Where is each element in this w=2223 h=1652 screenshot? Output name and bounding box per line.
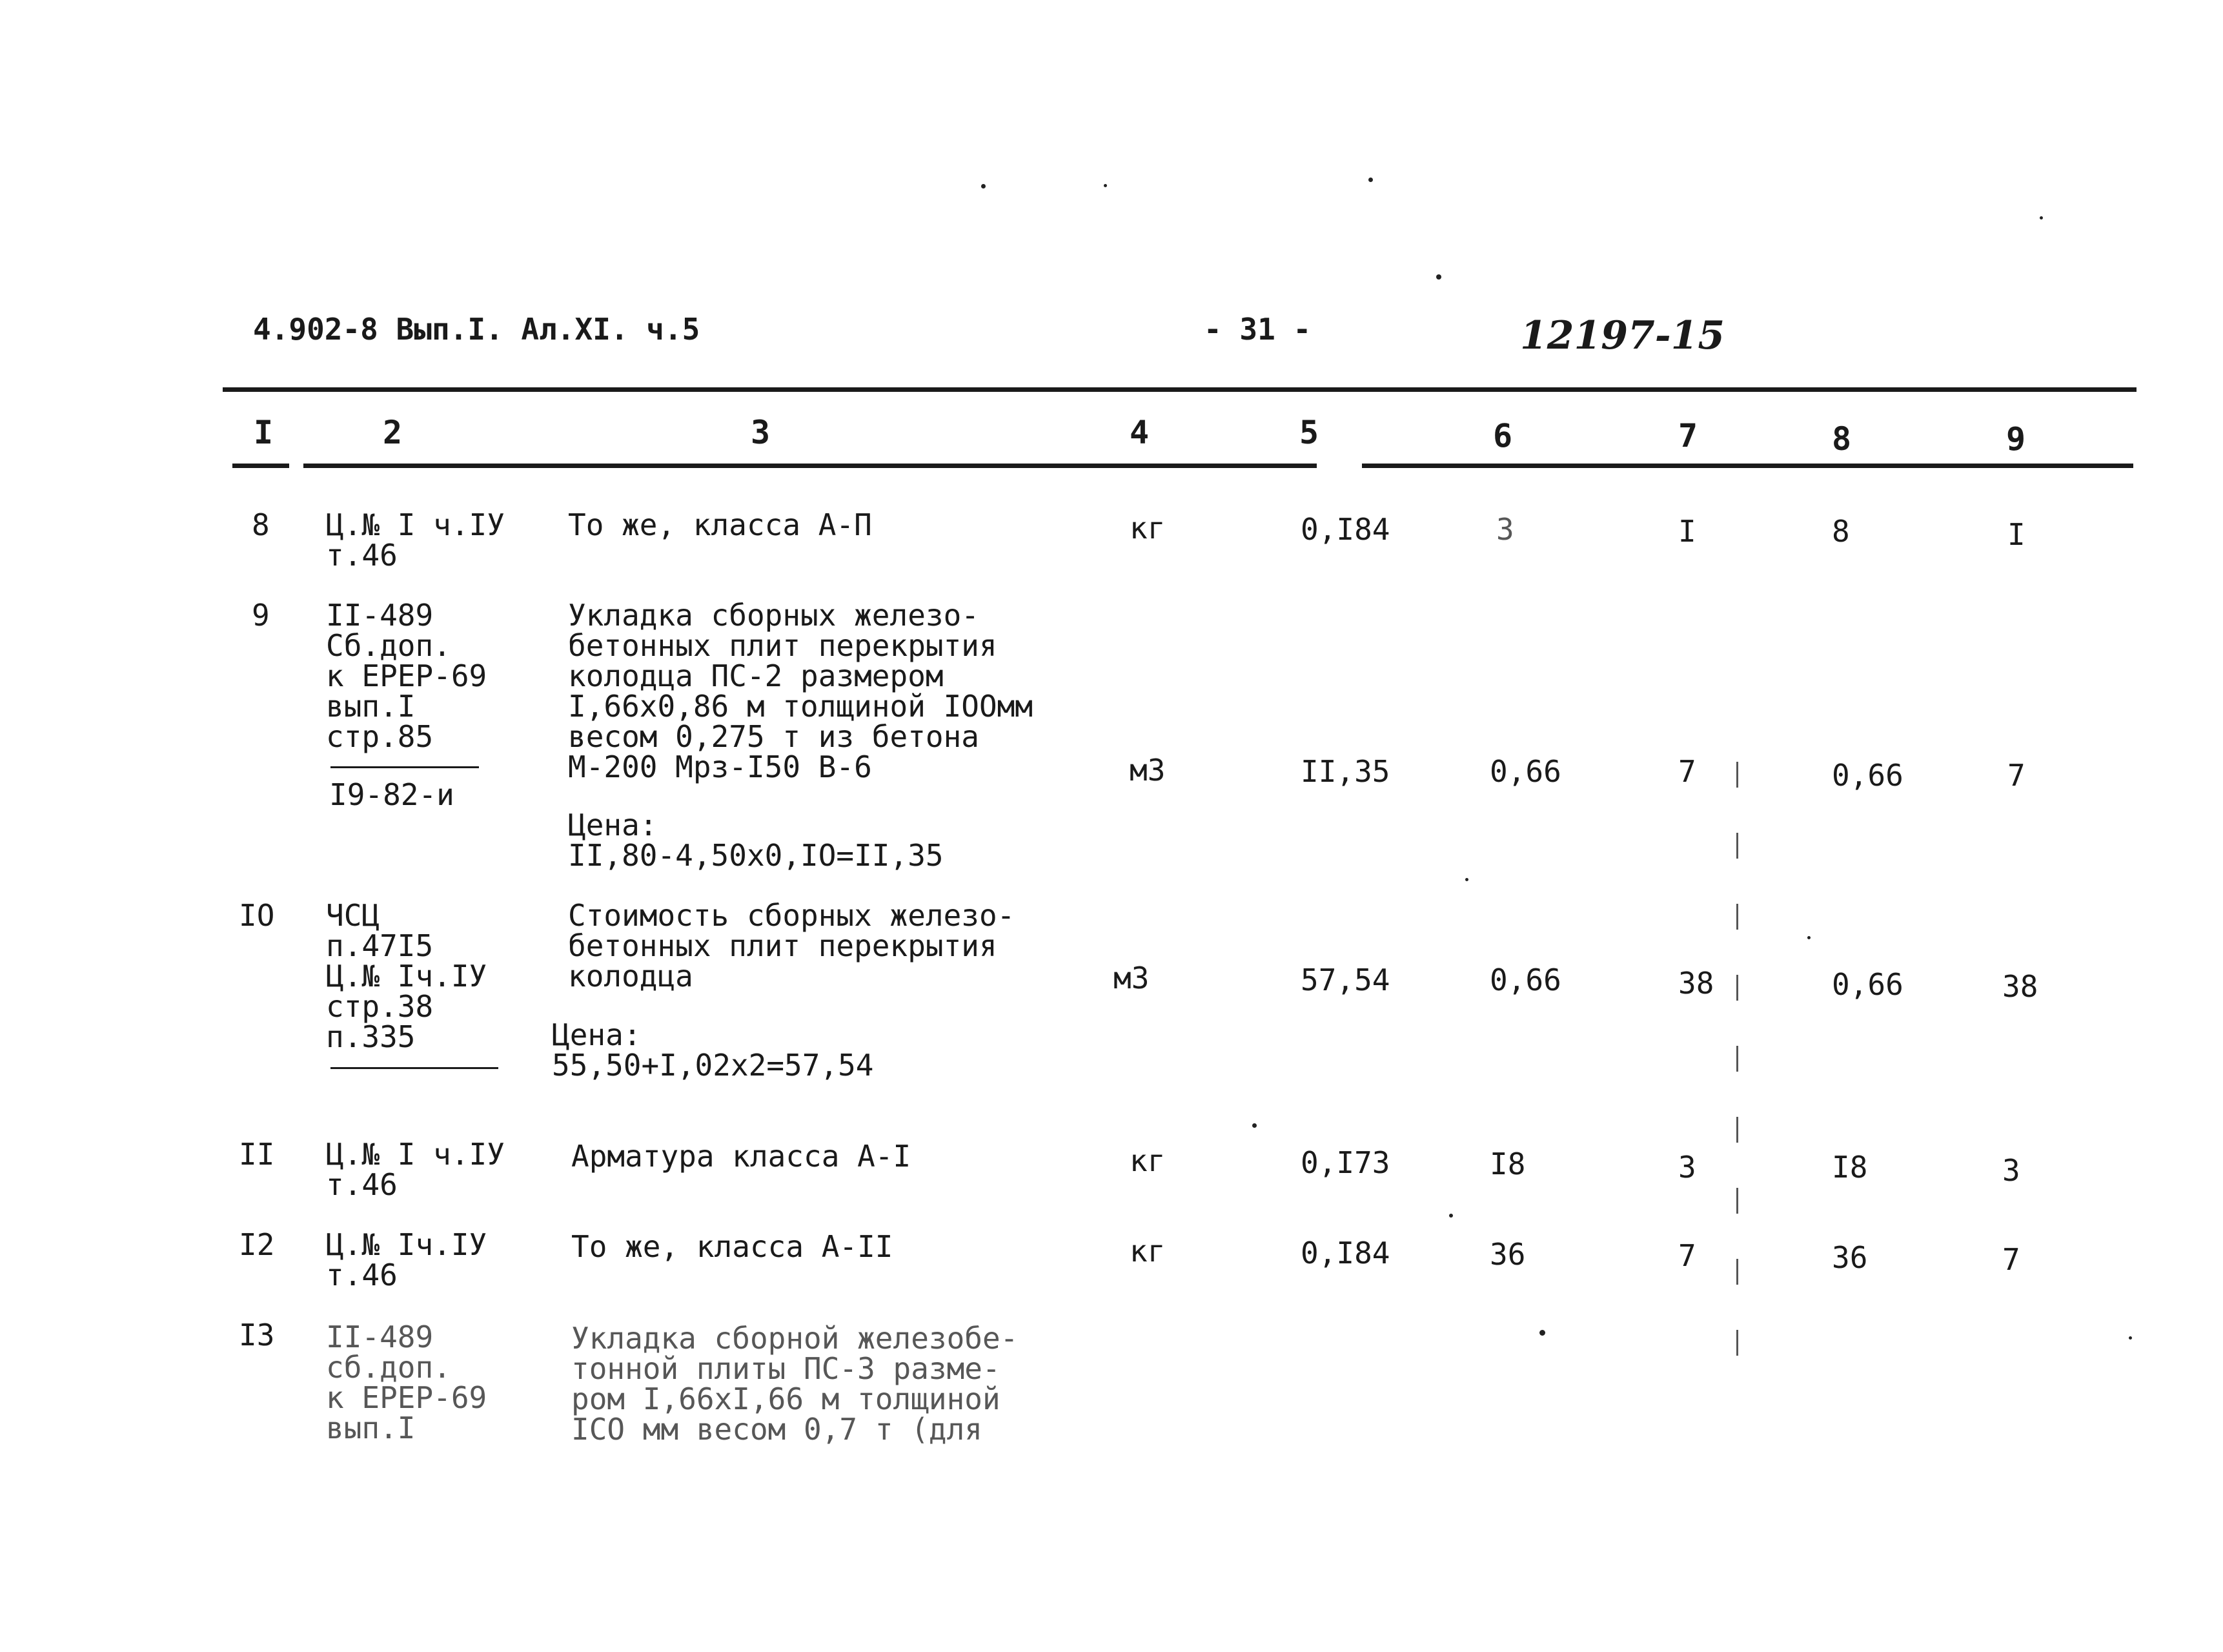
column-number-9: 9 xyxy=(2006,420,2026,458)
column-7-value: 7 xyxy=(1678,754,1696,789)
source-reference: II-489 Сб.доп. к ЕРЕР-69 вып.I стр.85 xyxy=(326,598,487,754)
column-number-2: 2 xyxy=(383,414,403,451)
unit: кг xyxy=(1130,1143,1166,1178)
row-number: 8 xyxy=(252,507,270,542)
unit: кг xyxy=(1130,1234,1166,1269)
scan-mark xyxy=(1736,762,1738,1356)
header-bottom-rule xyxy=(1362,464,2133,468)
column-6-value: 0,66 xyxy=(1490,754,1561,789)
source-divider xyxy=(330,1067,498,1069)
column-number-3: 3 xyxy=(751,414,771,451)
scan-speck xyxy=(981,184,986,189)
column-9-value: 38 xyxy=(2002,969,2038,1004)
page-number: - 31 - xyxy=(1204,312,1312,347)
work-description: Укладка сборных железо- бетонных плит перекрытия колодца ПС-2 размером I,66х0,86 м толщиной IOOмм весом 0,275 т из бетона М-200 Мрз-I50 В-6 xyxy=(568,598,1033,784)
column-6-value: 36 xyxy=(1490,1237,1526,1272)
document-reference: 4.902-8 Вып.I. Ал.XI. ч.5 xyxy=(253,312,700,347)
unit-price: 0,I73 xyxy=(1301,1145,1390,1180)
work-description: Укладка сборной железобе- тонной плиты ПС-3 разме- ром I,66хI,66 м толщиной ICO мм весом 0,7 т (для xyxy=(571,1321,1019,1447)
row-number: IO xyxy=(239,898,275,933)
scan-speck xyxy=(1104,184,1107,187)
column-8-value: 8 xyxy=(1832,514,1850,549)
column-number-6: 6 xyxy=(1493,417,1513,454)
source-reference: II-489 сб.доп. к ЕРЕР-69 вып.I xyxy=(326,1320,487,1445)
column-number-8: 8 xyxy=(1832,420,1852,458)
column-number-4: 4 xyxy=(1130,414,1150,451)
column-7-value: 38 xyxy=(1678,966,1714,1001)
column-number-1: I xyxy=(254,414,274,451)
column-number-5: 5 xyxy=(1299,414,1319,451)
column-8-value: 36 xyxy=(1832,1240,1868,1275)
scan-speck xyxy=(1436,274,1441,280)
scan-speck xyxy=(1807,936,1811,939)
scan-speck xyxy=(1539,1330,1545,1336)
row-number: 9 xyxy=(252,598,270,633)
header-bottom-rule xyxy=(232,464,289,468)
scan-speck xyxy=(1465,878,1468,881)
header-top-rule xyxy=(223,387,2137,392)
source-divider xyxy=(330,766,479,768)
work-description: Стоимость сборных железо- бетонных плит перекрытия колодца xyxy=(568,898,1015,994)
column-8-value: 0,66 xyxy=(1832,758,1903,793)
row-number: II xyxy=(239,1137,275,1172)
price-calculation: Цена: II,80-4,50х0,IO=II,35 xyxy=(568,808,944,873)
row-number: I3 xyxy=(239,1318,275,1352)
work-description: Арматура класса А-I xyxy=(571,1139,911,1174)
unit-price: 0,I84 xyxy=(1301,512,1390,547)
source-reference: Ц.№ I ч.IУ т.46 xyxy=(326,507,505,573)
unit: кг xyxy=(1130,511,1166,546)
column-7-value: 7 xyxy=(1678,1238,1696,1273)
source-reference: Ц.№ Iч.IУ т.46 xyxy=(326,1227,487,1292)
header-bottom-rule xyxy=(303,464,1317,468)
column-9-value: 7 xyxy=(2002,1242,2020,1277)
unit-price: 57,54 xyxy=(1301,963,1390,997)
column-9-value: 3 xyxy=(2002,1153,2020,1188)
source-reference-secondary: I9-82-и xyxy=(329,777,454,812)
scan-speck xyxy=(2129,1336,2132,1340)
column-8-value: 0,66 xyxy=(1832,967,1903,1002)
work-description: То же, класса А-II xyxy=(571,1229,893,1264)
column-7-value: 3 xyxy=(1678,1150,1696,1185)
unit-price: 0,I84 xyxy=(1301,1236,1390,1270)
source-reference: Ц.№ I ч.IУ т.46 xyxy=(326,1137,505,1202)
handwritten-code: 12197-15 xyxy=(1520,313,1725,358)
column-7-value: I xyxy=(1678,514,1696,549)
column-9-value: I xyxy=(2007,517,2025,552)
unit: м3 xyxy=(1130,753,1166,788)
column-6-value: 0,66 xyxy=(1490,963,1561,997)
scan-speck xyxy=(1368,178,1373,182)
scan-speck xyxy=(1252,1123,1257,1128)
scan-speck xyxy=(2040,216,2043,219)
row-number: I2 xyxy=(239,1227,275,1262)
unit-price: II,35 xyxy=(1301,754,1390,789)
scan-speck xyxy=(1449,1214,1453,1218)
column-number-7: 7 xyxy=(1678,417,1698,454)
column-6-value: I8 xyxy=(1490,1147,1526,1181)
column-6-value: 3 xyxy=(1496,512,1514,547)
price-calculation: Цена: 55,50+I,02х2=57,54 xyxy=(552,1017,874,1083)
column-9-value: 7 xyxy=(2007,758,2025,793)
work-description: То же, класса А-П xyxy=(568,507,872,542)
source-reference: ЧСЦ п.47I5 Ц.№ Iч.IУ стр.38 п.335 xyxy=(326,898,487,1054)
unit: м3 xyxy=(1113,961,1150,995)
column-8-value: I8 xyxy=(1832,1150,1868,1185)
